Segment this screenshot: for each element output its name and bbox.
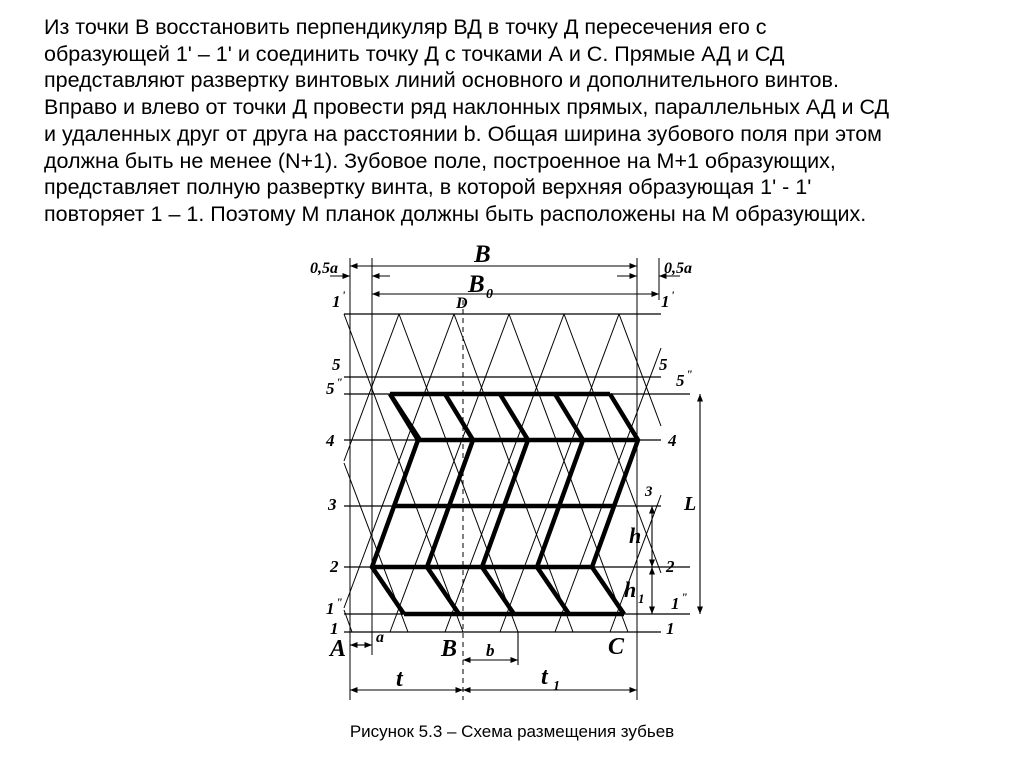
text-line: Вправо и влево от точки Д провести ряд наклонных прямых, параллельных АД и СД <box>44 95 890 120</box>
dprime-mark: " <box>336 375 343 389</box>
label-generatrix-5-right: 5 <box>659 355 668 374</box>
label-generatrix-4-left: 4 <box>326 431 335 450</box>
figure-caption: Рисунок 5.3 – Схема размещения зубьев <box>349 722 675 741</box>
label-generatrix-5-left: 5 <box>332 355 341 374</box>
label-generatrix-3-left: 3 <box>328 495 337 514</box>
prime-mark: ' <box>342 288 346 302</box>
text-line: и удаленных друг от друга на расстоянии b. Общая ширина зубового поля при этом <box>44 121 882 146</box>
text-line: представляет полную развертку винта, в которой верхняя образующая 1' - 1' <box>44 175 812 200</box>
label-generatrix-5dprime-right: 5 <box>676 371 685 390</box>
label-h: h <box>629 523 642 548</box>
label-B0: B <box>468 271 485 298</box>
label-generatrix-1-right: 1 <box>666 619 675 638</box>
dprime-mark: " <box>336 595 343 609</box>
label-generatrix-3-right: 3 <box>645 484 653 500</box>
label-generatrix-5dprime-left: 5 <box>326 379 335 398</box>
label-h1-subscript: 1 <box>638 591 645 606</box>
lattice-lines <box>344 314 661 632</box>
label-generatrix-1prime-left: 1 <box>332 292 341 311</box>
label-a: a <box>376 629 384 646</box>
figure-labels <box>310 241 696 694</box>
text-line: представляют развертку винтовых линий основного и дополнительного винтов. <box>44 68 839 93</box>
label-t: t <box>396 666 403 692</box>
dprime-mark: " <box>686 367 693 381</box>
label-t1-subscript: 1 <box>553 679 560 694</box>
text-line: повторяет 1 – 1. Поэтому М планок должны быть расположены на М образующих. <box>44 201 867 226</box>
label-generatrix-1dprime-left: 1 <box>326 599 335 618</box>
label-point-C: C <box>608 634 625 660</box>
label-B0-subscript: 0 <box>486 287 493 302</box>
tooth-bars <box>372 394 638 614</box>
label-point-B: B <box>441 636 458 662</box>
label-generatrix-1-left: 1 <box>330 619 339 638</box>
label-t1: t <box>541 664 548 690</box>
label-generatrix-1dprime-right: 1 <box>671 594 680 613</box>
label-B: B <box>474 241 491 268</box>
label-generatrix-4-right: 4 <box>668 431 677 450</box>
prime-mark: ' <box>671 288 675 302</box>
label-point-D: D <box>456 295 468 312</box>
label-generatrix-1prime-right: 1 <box>661 292 670 311</box>
label-L: L <box>684 493 697 515</box>
label-h1: h <box>624 577 637 602</box>
label-generatrix-2-left: 2 <box>330 557 339 576</box>
label-point-A: A <box>330 636 347 662</box>
text-line: образующей 1' – 1' и соединить точку Д с точками А и С. Прямые АД и СД <box>44 41 785 66</box>
text-line: должна быть не менее (N+1). Зубовое поле, построенное на М+1 образующих, <box>44 148 836 173</box>
label-b: b <box>486 641 495 660</box>
text-line: Из точки В восстановить перпендикуляр ВД в точку Д пересечения его с <box>44 15 767 39</box>
dprime-mark: " <box>681 590 688 604</box>
label-half-a-right: 0,5a <box>664 260 692 277</box>
label-generatrix-2-right: 2 <box>666 557 675 576</box>
label-half-a-left: 0,5a <box>310 260 338 277</box>
